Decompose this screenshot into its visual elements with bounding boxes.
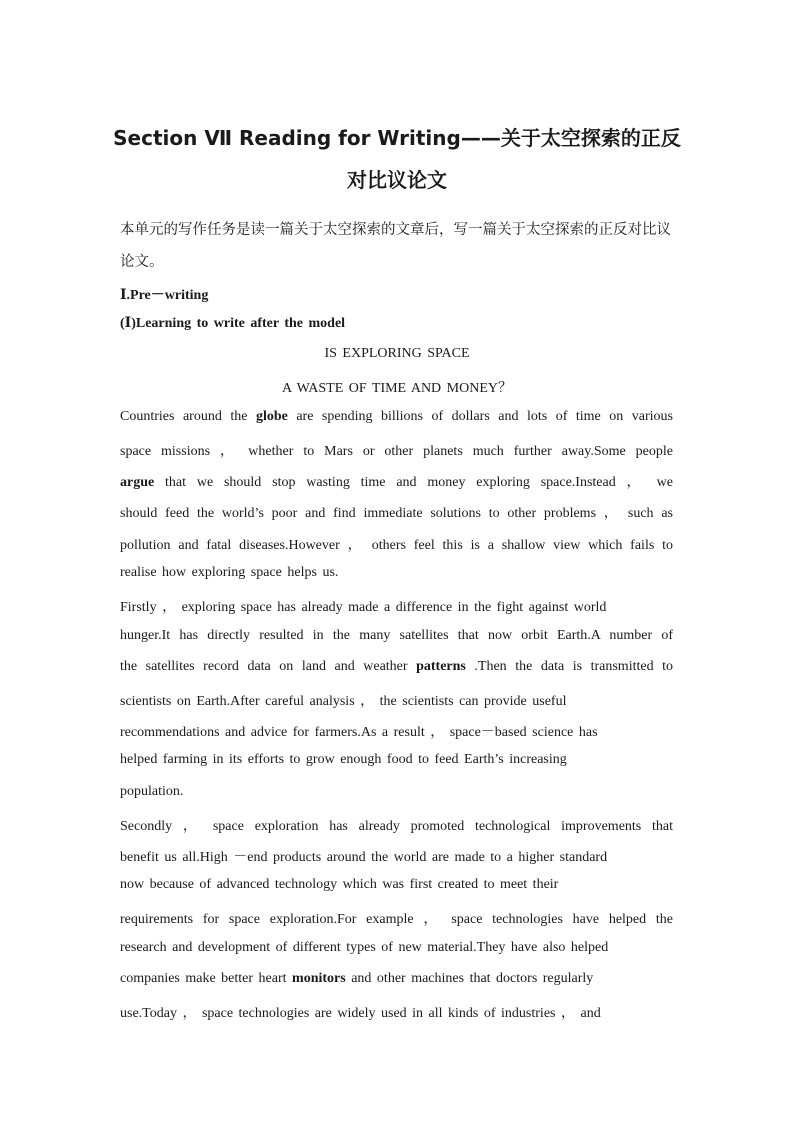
- essay-line: now because of advanced technology which was first created to meet their: [120, 877, 559, 892]
- essay-line: [120, 659, 673, 675]
- essay-line: [120, 409, 673, 425]
- bold-word: argue: [120, 475, 155, 490]
- essay-line: research and development of different types of new material.They have also helped: [120, 940, 609, 955]
- text-run: the satellites record data on land and weather: [120, 659, 417, 674]
- text-run: that we should stop wasting time and money exploring space.Instead ， we: [154, 475, 673, 490]
- essay-line: use.Today ， space technologies are widely used in all kinds of industries ， and: [120, 1006, 601, 1021]
- essay-line: population.: [120, 784, 184, 799]
- essay-line: Secondly ， space exploration has already promoted technological improvements that: [120, 819, 673, 834]
- essay-line: recommendations and advice for farmers.As a result ， space－based science has: [120, 725, 598, 740]
- essay-title-line1: IS EXPLORING SPACE: [324, 346, 470, 361]
- intro-paragraph: 本单元的写作任务是读一篇关于太空探索的文章后，写一篇关于太空探索的正反对比议论文。: [120, 222, 671, 270]
- essay-line: helped farming in its efforts to grow enough food to feed Earth’s increasing: [120, 752, 567, 767]
- text-run: companies make better heart: [120, 971, 293, 986]
- essay-line: space missions ， whether to Mars or other planets much further away.Some people: [120, 444, 673, 459]
- essay-line: [120, 971, 593, 987]
- essay-line: realise how exploring space helps us.: [120, 565, 339, 580]
- section-heading: Ⅰ.Pre－writing: [120, 288, 209, 303]
- essay-line: Firstly ， exploring space has already made a difference in the fight against world: [120, 600, 607, 615]
- text-run: .Then the data is transmitted to: [465, 659, 674, 674]
- page-title: Section Ⅶ Reading for Writing——关于太空探索的正反: [113, 126, 681, 150]
- essay-title-line2: A WASTE OF TIME AND MONEY？: [282, 381, 512, 396]
- page-title-continued: 对比议论文: [347, 168, 447, 192]
- text-run: are spending billions of dollars and lots of time on various: [287, 409, 673, 424]
- essay-line: pollution and fatal diseases.However ， others feel this is a shallow view which fails to: [120, 538, 673, 553]
- text-run: Countries around the: [120, 409, 256, 424]
- essay-line: should feed the world’s poor and find immediate solutions to other problems ， such as: [120, 506, 673, 521]
- bold-word: globe: [255, 409, 288, 424]
- essay-line: benefit us all.High －end products around the world are made to a higher standard: [120, 850, 608, 865]
- sub-heading: (Ⅰ)Learning to write after the model: [120, 316, 346, 331]
- essay-line: requirements for space exploration.For example ， space technologies have helped the: [120, 912, 673, 927]
- essay-line: scientists on Earth.After careful analysis ， the scientists can provide useful: [120, 694, 567, 709]
- text-run: and other machines that doctors regularly: [345, 971, 594, 986]
- bold-word: patterns: [416, 659, 466, 674]
- essay-line: [120, 471, 673, 491]
- essay-line: hunger.It has directly resulted in the many satellites that now orbit Earth.A number of: [120, 628, 673, 643]
- bold-word: monitors: [292, 971, 346, 986]
